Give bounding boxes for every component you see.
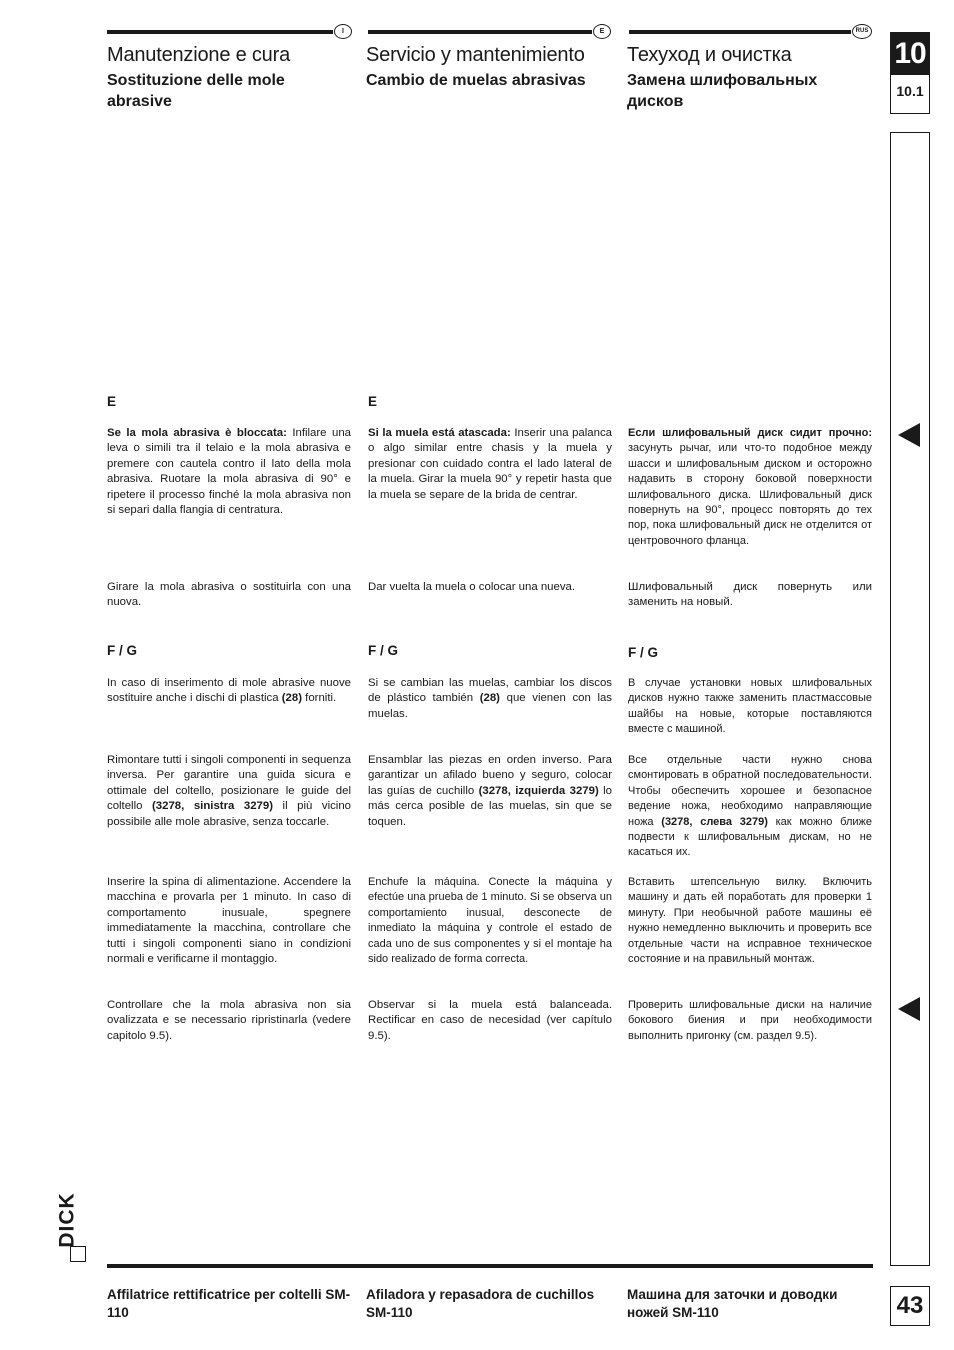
fg4-paragraph-es: Observar si la muela está balanceada. Rectificar en caso de necesidad (ver capítulo 9.5). — [368, 999, 612, 1042]
chapter-number: 10 — [891, 33, 929, 75]
logo-text: DICK — [55, 1192, 79, 1248]
header-rule-ru — [629, 30, 851, 34]
subtitle-it: Sostituzione delle mole abrasive — [107, 72, 285, 110]
lang-badge-ru: RUS — [852, 24, 872, 39]
e-paragraph-ru: Если шлифовальный диск сидит прочно: засунуть рычаг, или что-то подобное между шасси и шлифовальным диском и осторожно надавить в сторону боковой поверхности шлифовального диска. Шлифовальный диск повернуть на 90°, процесс повторять до тех пор, пока шлифовальный диск не отделится от центровочного фланца. — [628, 427, 872, 547]
chapter-box — [890, 32, 930, 114]
fg1-paragraph-ru: В случае установки новых шлифовальных дисков нужно также заменить пластмассовые шайбы на новые, которые поставляются вместе с машиной. — [628, 677, 872, 736]
step-fg-it: F / G — [107, 643, 137, 658]
fg4-paragraph-it: Controllare che la mola abrasiva non sia ovalizzata e se necessario ripristinarla (vedere capitolo 9.5). — [107, 999, 351, 1042]
fg1-paragraph-it: In caso di inserimento di mole abrasive nuove sostituire anche i dischi di plastica (28) forniti. — [107, 677, 351, 705]
fg2-paragraph-ru: Все отдельные части нужно снова смонтировать в обратной последовательности. Чтобы обеспечить хорошее и безопасное ведение ножа, необходимо направляющие ножа (3278, слева 3279) как можно ближе подвести к шлифовальным дискам, но не касаться их. — [628, 754, 872, 859]
e-paragraph2-es: Dar vuelta la muela o colocar una nueva. — [368, 581, 576, 593]
heading-it — [107, 44, 351, 112]
footer-rule — [107, 1264, 873, 1268]
arrow-left-icon — [898, 997, 920, 1021]
fg3-paragraph-it: Inserire la spina di alimentazione. Accendere la macchina e provarla per 1 minuto. In caso di comportamento inusuale, spegnere immediatamente la macchina, controllare che tutti i singoli componenti siano in condizioni normali e verificarne il montaggio. — [107, 876, 351, 966]
lang-badge-es: E — [593, 24, 611, 39]
logo-mark-icon — [70, 1246, 86, 1262]
e-paragraph-es: Si la muela está atascada: Inserir una palanca o algo similar entre chasis y la muela y presionar con cuidado contra el lado lateral de la muela. Girar la muela 90° y repetir hasta que la muela se separe de la brida de centrar. — [368, 427, 612, 501]
header-rule-it — [107, 30, 333, 34]
step-fg-ru: F / G — [628, 645, 658, 660]
fg2-paragraph-it: Rimontare tutti i singoli componenti in sequenza inversa. Per garantire una guida sicura e ottimale del coltello, posizionare le guide del coltello (3278, sinistra 3279) il più vicino possibile alle mole abrasive, senza toccarle. — [107, 754, 351, 828]
fg3-paragraph-ru: Вставить штепсельную вилку. Включить машину и дать ей поработать для проверки 1 минуту. При необычной работе машины её нужно немедленно выключить и проверить все отдельные части на исправное техническое состояние и на правильный монтаж. — [628, 876, 872, 966]
fg4-paragraph-ru: Проверить шлифовальные диски на наличие бокового биения и при необходимости выполнить пригонку (см. раздел 9.5). — [628, 999, 872, 1042]
step-e-es: E — [368, 394, 378, 409]
fg2-paragraph-es: Ensamblar las piezas en orden inverso. Para garantizar un afilado bueno y seguro, colocar las guías de cuchillo (3278, izquierda 3279) lo más cerca posible de las muelas, sin que se toquen. — [368, 754, 613, 828]
page-number: 43 — [890, 1286, 930, 1326]
dick-logo — [55, 1188, 90, 1268]
header-rule-es — [368, 30, 592, 34]
chapter-section: 10.1 — [896, 83, 924, 99]
title-it: Manutenzione e cura — [107, 44, 290, 66]
heading-es — [366, 44, 610, 91]
subtitle-ru: Замена шлифовальных дисков — [627, 72, 818, 110]
heading-ru — [627, 44, 871, 112]
lang-badge-it: I — [334, 24, 352, 39]
arrow-left-icon — [898, 423, 920, 447]
title-ru: Техуход и очистка — [627, 44, 792, 66]
footer-it: Affilatrice rettificatrice per coltelli SM-110 — [107, 1287, 351, 1320]
footer-es: Afiladora y repasadora de cuchillos SM-110 — [366, 1287, 595, 1320]
step-e-it: E — [107, 394, 117, 409]
e-paragraph2-ru: Шлифовальный диск повернуть или заменить на новый. — [628, 581, 872, 609]
footer-ru: Машина для заточки и доводки ножей SM-110 — [627, 1287, 838, 1320]
e-paragraph2-it: Girare la mola abrasiva o sostituirla con una nuova. — [107, 581, 351, 609]
fg1-paragraph-es: Si se cambian las muelas, cambiar los discos de plástico también (28) que vienen con las muelas. — [368, 677, 613, 720]
subtitle-es: Cambio de muelas abrasivas — [366, 72, 586, 89]
title-es: Servicio y mantenimiento — [366, 44, 585, 66]
side-box — [890, 132, 930, 1266]
e-paragraph-it: Se la mola abrasiva è bloccata: Infilare una leva o simili tra il telaio e la mola abrasiva e premere con cautela contro il lato della mola abrasiva. Ruotare la mola abrasiva di 90° e ripetere il processo finché la mola abrasiva non si separi dalla flangia di centratura. — [107, 427, 351, 517]
fg3-paragraph-es: Enchufe la máquina. Conecte la máquina y efectúe una prueba de 1 minuto. Si se observa un comportamiento inusual, desconecte de inmediato la máquina y controle el estado de cada uno de sus componentes y si el montaje ha sido realizado de forma correcta. — [368, 876, 612, 966]
step-fg-es: F / G — [368, 643, 398, 658]
